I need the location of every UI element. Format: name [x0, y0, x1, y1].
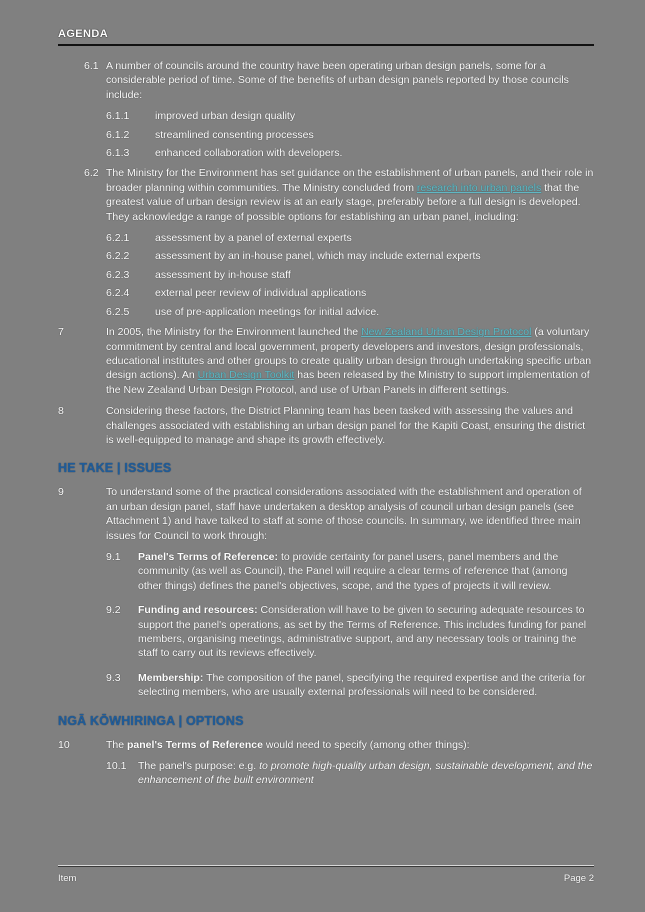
clause-7 [58, 325, 594, 397]
clause-text: streamlined consenting processes [155, 128, 314, 141]
clause-number: 9.1 [106, 550, 121, 563]
clause-number: 6.2.3 [106, 268, 130, 281]
clause-6-2-3 [106, 268, 594, 282]
footer-page-number: Page 2 [563, 873, 594, 884]
clause-text: Considering these factors, the District Planning team has been tasked with assessing the values and challenges associated with establishing an urban design panel for the Kapiti Coast, ensuring the district is well-equipped to manage and shape its growth effectively. [106, 405, 586, 446]
clause-body: to provide certainty for panel users, panel members and the community (as well as Council), the Panel will require a clear terms of reference that (among other things) defines the panel's objectives, scope, and the types of projects it will review. [138, 550, 568, 592]
page-footer [58, 865, 594, 884]
clause-number: 8 [58, 405, 64, 418]
clause-label: Funding and resources: [138, 604, 258, 617]
clause-number: 9 [58, 486, 64, 499]
clause-text [138, 550, 594, 593]
clause-number: 6.2.5 [106, 305, 130, 318]
clause-text-part-1: The [106, 738, 128, 751]
clause-number: 6.2.4 [106, 287, 130, 300]
clause-6-1-2 [106, 128, 594, 142]
clause-number: 6.1.3 [106, 147, 130, 160]
header-divider [58, 44, 594, 46]
clause-number: 6.1 [84, 60, 99, 72]
clause-text [138, 603, 594, 661]
clause-emphasis: panel's Terms of Reference [127, 738, 263, 751]
section-heading-issues: HE TAKE | ISSUES [58, 461, 172, 476]
clause-text [138, 671, 594, 700]
clause-number: 9.2 [106, 604, 121, 617]
footer-row [58, 873, 594, 884]
clause-number: 9.3 [106, 671, 121, 684]
clause-number: 6.2.2 [106, 250, 130, 263]
clause-6-1-1 [106, 109, 594, 123]
clause-8 [58, 404, 594, 447]
clause-number: 7 [58, 326, 64, 339]
clause-text-part-1: In 2005, the Ministry for the Environment launched the [106, 326, 362, 339]
page-content [58, 28, 594, 798]
clause-number: 6.2.1 [106, 232, 130, 245]
clause-text-normal: The panel's purpose: e.g. [138, 760, 260, 773]
clause-6-2 [58, 166, 594, 224]
clause-text: A number of councils around the country have been operating urban design panels, some for a considerable period of time. Some of the benefits of urban design panels reported by those councils include: [106, 60, 569, 101]
clause-text [106, 325, 594, 397]
clause-text [106, 166, 594, 224]
document-header-title: AGENDA [58, 28, 109, 40]
clause-text-part-2: that the greatest value of urban design review is at an early stage, preferably before a full design is developed. They acknowledge a range of possible options for establishing an urban panel, including: [106, 181, 581, 223]
clause-text-italic: to promote high-quality urban design, sustainable development, and the enhancement of the built environment [138, 760, 593, 787]
clause-6-2-5 [106, 305, 594, 319]
clause-body: Consideration will have to be given to securing adequate resources to support the panel's operations, as set by the Terms of Reference. This includes funding for panel members, organising meetings, administrative support, and any necessary tools or training the staff to carry out its reviews effectively. [138, 604, 587, 660]
clause-text [138, 759, 594, 788]
clause-text-part-1: The Ministry for the Environment has set guidance on the establishment of urban panels, and their role in broader planning within communities. The Ministry concluded from [106, 167, 594, 194]
clause-text: enhanced collaboration with developers. [155, 147, 343, 160]
clause-number: 6.1.1 [106, 110, 130, 123]
clause-6-2-1 [106, 231, 594, 245]
clause-text: assessment by in-house staff [155, 268, 291, 281]
clause-text: external peer review of individual applications [155, 287, 367, 300]
clause-6-2-4 [106, 286, 594, 300]
clause-text: assessment by a panel of external experts [155, 232, 352, 245]
clause-9 [58, 485, 594, 543]
clause-text-part-3: has been released by the Ministry to support implementation of the New Zealand Urban Design Protocol, and use of Urban Panels in different settings. [106, 369, 590, 396]
clause-number: 6.2 [84, 167, 99, 180]
clause-text: improved urban design quality [155, 110, 296, 123]
clause-text: use of pre-application meetings for initial advice. [155, 305, 380, 318]
clause-6-1-3 [106, 146, 594, 160]
research-into-urban-panels-link[interactable]: research into urban panels [416, 181, 542, 194]
nz-urban-design-protocol-link[interactable]: New Zealand Urban Design Protocol [361, 326, 532, 339]
clause-text: assessment by an in-house panel, which may include external experts [155, 250, 481, 263]
section-heading-options: NGĀ KŌWHIRINGA | OPTIONS [58, 713, 244, 728]
clause-text [106, 738, 594, 752]
clause-9-1 [106, 550, 594, 593]
clause-number: 10 [58, 738, 70, 751]
clause-6-1 [58, 59, 594, 102]
clause-label: Membership: [138, 671, 204, 684]
clause-number: 10.1 [106, 760, 127, 773]
urban-design-toolkit-link[interactable]: Urban Design Toolkit [197, 369, 295, 382]
clause-9-2 [106, 603, 594, 661]
clause-10 [58, 738, 594, 752]
clause-text-part-2: would need to specify (among other things): [262, 738, 470, 751]
clause-text: To understand some of the practical considerations associated with the establishment and operation of an urban design panel, staff have undertaken a desktop analysis of council urban design panels (see Attachment 1) and have talked to staff at some of those councils. In summary, we identified three main issues for Council to work through: [106, 486, 582, 542]
clause-body: The composition of the panel, specifying the required expertise and the criteria for selecting members, who are usually external professionals will need to be considered. [138, 671, 586, 699]
clause-text-part-2: (a voluntary commitment by central and local government, property developers and investors, design professionals, educational institutes and other groups to create quality urban design through undertaking specific urban design actions). An [106, 326, 592, 382]
clause-10-1 [106, 759, 594, 788]
footer-divider [58, 865, 594, 867]
clause-number: 6.1.2 [106, 128, 130, 141]
clause-label: Panel's Terms of Reference: [138, 550, 279, 563]
clause-6-2-2 [106, 249, 594, 263]
clause-9-3 [106, 671, 594, 700]
footer-left-label: Item [58, 873, 77, 884]
